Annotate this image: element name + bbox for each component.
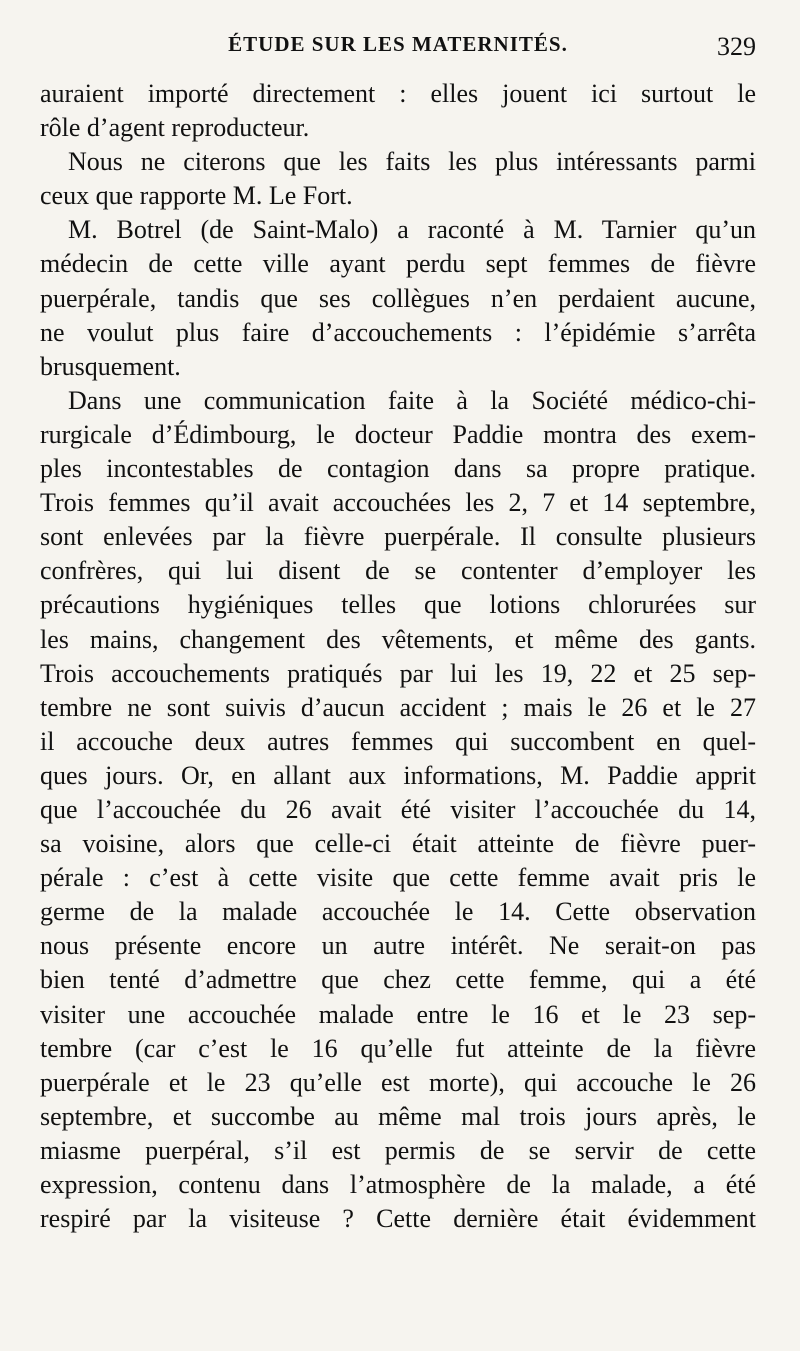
text-line: visiter une accouchée malade entre le 16 et le 23 sep- xyxy=(40,999,756,1029)
paragraph xyxy=(40,213,756,383)
text-line: Trois accouchements pratiqués par lui les 19, 22 et 25 sep- xyxy=(40,658,756,688)
body-text xyxy=(40,77,756,1236)
paragraph xyxy=(40,77,756,145)
text-line: auraient importé directement : elles jouent ici surtout le xyxy=(40,79,756,108)
text-line: germe de la malade accouchée le 14. Cette observation xyxy=(40,897,756,927)
text-line: que l’accouchée du 26 avait été visiter l’accouchée du 14, xyxy=(40,794,756,824)
text-line: rurgicale d’Édimbourg, le docteur Paddie montra des exem- xyxy=(40,419,756,449)
text-line: bien tenté d’admettre que chez cette femme, qui a été xyxy=(40,965,756,995)
text-line: respiré par la visiteuse ? Cette dernière était évidemment xyxy=(40,1204,756,1234)
text-line: miasme puerpéral, s’il est permis de se servir de cette xyxy=(40,1135,756,1165)
text-line: ne voulut plus faire d’accouchements : l’épidémie s’arrêta xyxy=(40,317,756,347)
text-line: confrères, qui lui disent de se contenter d’employer les xyxy=(40,556,756,586)
paragraph xyxy=(40,145,756,213)
text-line: précautions hygiéniques telles que lotions chlorurées sur xyxy=(40,590,756,620)
text-line: nous présente encore un autre intérêt. Ne serait-on pas xyxy=(40,931,756,961)
text-line: les mains, changement des vêtements, et même des gants. xyxy=(40,624,756,654)
text-line: sont enlevées par la fièvre puerpérale. Il consulte plusieurs xyxy=(40,522,756,552)
text-line: ceux que rapporte M. Le Fort. xyxy=(40,181,353,211)
text-line: Trois femmes qu’il avait accouchées les 2, 7 et 14 septembre, xyxy=(40,488,756,518)
text-line: ques jours. Or, en allant aux informations, M. Paddie apprit xyxy=(40,760,756,790)
text-line: expression, contenu dans l’atmosphère de la malade, a été xyxy=(40,1170,756,1199)
text-line: Dans une communication faite à la Société médico-chi- xyxy=(68,385,756,415)
text-line: tembre ne sont suivis d’aucun accident ; mais le 26 et le 27 xyxy=(40,692,756,722)
running-title: ÉTUDE SUR LES MATERNITÉS. xyxy=(228,32,568,56)
text-line: médecin de cette ville ayant perdu sept femmes de fièvre xyxy=(40,249,756,279)
text-line: Nous ne citerons que les faits les plus intéressants parmi xyxy=(68,147,756,177)
paragraph xyxy=(40,384,756,1236)
text-line: tembre (car c’est le 16 qu’elle fut atteinte de la fièvre xyxy=(40,1033,756,1063)
text-line: sa voisine, alors que celle-ci était atteinte de fièvre puer- xyxy=(40,829,756,859)
text-line: puerpérale et le 23 qu’elle est morte), qui accouche le 26 xyxy=(40,1067,756,1097)
text-line: rôle d’agent reproducteur. xyxy=(40,113,310,143)
text-line: septembre, et succombe au même mal trois jours après, le xyxy=(40,1101,756,1131)
text-line: pérale : c’est à cette visite que cette femme avait pris le xyxy=(40,863,756,893)
page-header xyxy=(40,32,756,72)
text-line: brusquement. xyxy=(40,351,181,381)
text-line: puerpérale, tandis que ses collègues n’en perdaient aucune, xyxy=(40,283,756,313)
text-line: ples incontestables de contagion dans sa propre pratique. xyxy=(40,454,756,484)
text-line: il accouche deux autres femmes qui succombent en quel- xyxy=(40,726,756,756)
page-number: 329 xyxy=(717,32,756,61)
text-line: M. Botrel (de Saint-Malo) a raconté à M. Tarnier qu’un xyxy=(68,215,756,245)
